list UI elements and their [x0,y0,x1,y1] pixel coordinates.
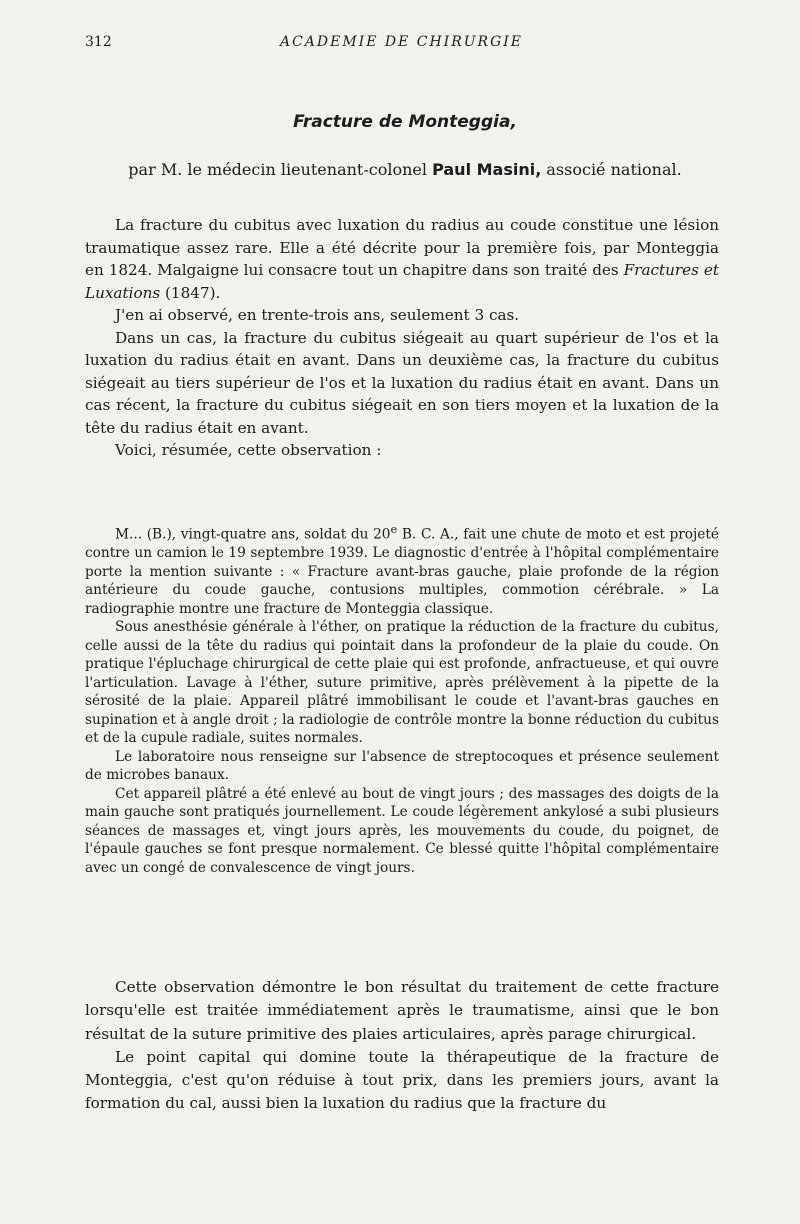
byline [85,160,725,179]
paragraph: J'en ai observé, en trente-trois ans, seulement 3 cas. [115,306,520,324]
byline-prefix: par M. le médecin lieutenant-colonel [128,160,433,179]
conclusion-section [85,976,719,1116]
article-title: Fracture de Monteggia, [293,112,517,132]
intro-section [85,214,719,462]
paragraph: Voici, résumée, cette observation : [115,441,382,459]
book-title: Fractures et Luxations [85,261,719,302]
paragraph [85,520,719,618]
paragraph: Le laboratoire nous renseigne sur l'absence de streptocoques et présence seulement de microbes banaux. [85,748,719,784]
page-number: 312 [85,34,112,50]
superscript: e [390,522,398,536]
paragraph [85,214,719,304]
case-report-section [85,520,719,877]
paragraph: Cet appareil plâtré a été enlevé au bout de vingt jours ; des massages des doigts de la main gauche sont pratiqués journellement. Le coude légèrement ankylosé a subi plusieurs séances de massages et, vingt jours après, les mouvements du coude, du poignet, de l'épaule gauches se font presque normalement. Ce blessé quitte l'hôpital complémentaire avec un congé de convalescence de vingt jours. [85,785,719,876]
paragraph: Le point capital qui domine toute la thérapeutique de la fracture de Monteggia, c'est qu'on réduise à tout prix, dans les premiers jours, avant la formation du cal, aussi bien la luxation du radius que la fracture du [85,1047,719,1113]
author-name: Paul Masini, [432,160,542,179]
paragraph: Cette observation démontre le bon résultat du traitement de cette fracture lorsqu'elle est traitée immédiatement après le traumatisme, ainsi que le bon résultat de la suture primitive des plaies articulaires, après parage chirurgical. [85,978,719,1043]
byline-suffix: associé national. [541,160,682,179]
paragraph: Dans un cas, la fracture du cubitus siégeait au quart supérieur de l'os et la luxation du radius était en avant. Dans un deuxième cas, la fracture du cubitus siégeait au tiers supérieur de l'os et la luxation du radius était en avant. Dans un cas récent, la fracture du cubitus siégeait en son tiers moyen et la luxation de la tête du radius était en avant. [85,328,719,437]
page-header [85,34,718,54]
text-run: B. C. A., fait une chute de moto et est projeté contre un camion le 19 septembre 1939. Le diagnostic d'entrée à l'hôpital complémentaire porte la mention suivante : « Fracture avant-bras gauche, plaie profonde de la région antérieure du coude gauche, contusions multiples, commotion cérébrale. » La radiographie montre une fracture de Monteggia classique. [85,526,719,617]
text-run: (1847). [160,283,221,302]
text-run: M... (B.), vingt-quatre ans, soldat du 20 [115,526,391,543]
paragraph: Sous anesthésie générale à l'éther, on pratique la réduction de la fracture du cubitus, celle aussi de la tête du radius qui pointait dans la profondeur de la plaie du coude. On pratique l'épluchage chirurgical de cette plaie qui est profonde, anfractueuse, et qui ouvre l'articulation. Lavage à l'éther, suture primitive, après prélèvement à la pipette de la sérosité de la plaie. Appareil plâtré immobilisant le coude et l'avant-bras gauches en supination et à angle droit ; la radiologie de contrôle montre la bonne réduction du cubitus et de la cupule radiale, suites normales. [85,619,719,747]
running-head: ACADEMIE DE CHIRURGIE [279,34,524,50]
text-run: La fracture du cubitus avec luxation du radius au coude constitue une lésion traumatique assez rare. Elle a été décrite pour la première fois, par Monteggia en 1824. Malgaigne lui consacre tout un chapitre dans son traité des [85,216,719,279]
